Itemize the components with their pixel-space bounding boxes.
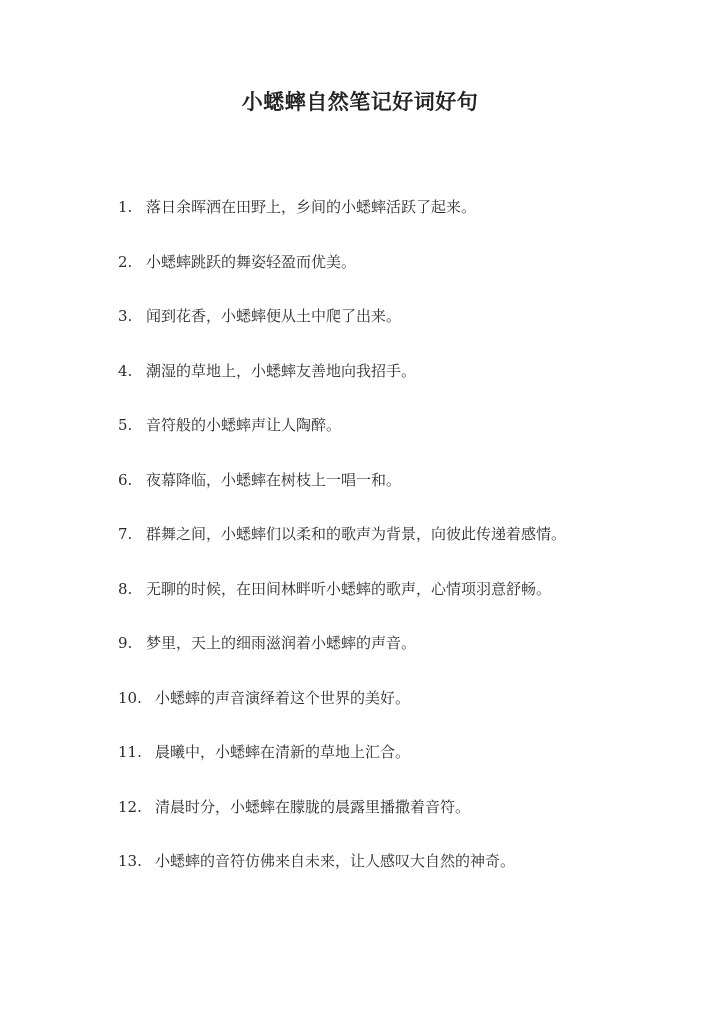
item-number: 5. — [118, 416, 133, 434]
item-number: 13. — [118, 852, 142, 870]
list-item — [118, 850, 566, 905]
item-number: 9. — [118, 634, 133, 652]
item-text: 梦里，天上的细雨滋润着小蟋蟀的声音。 — [146, 634, 417, 652]
item-number: 7. — [118, 525, 133, 543]
list-item — [118, 360, 566, 415]
item-number: 4. — [118, 361, 133, 380]
item-number: 10. — [118, 688, 142, 707]
list-item — [118, 796, 566, 851]
item-number: 11. — [118, 743, 142, 761]
item-text: 潮湿的草地上，小蟋蟀友善地向我招手。 — [146, 361, 417, 380]
list-item — [118, 523, 566, 578]
item-text: 清晨时分，小蟋蟀在朦胧的晨露里播撒着音符。 — [155, 797, 471, 816]
item-text: 小蟋蟀的声音演绎着这个世界的美好。 — [155, 688, 411, 707]
item-number: 2. — [118, 252, 133, 271]
list-item — [118, 578, 566, 633]
item-number: 3. — [118, 307, 133, 325]
item-text: 音符般的小蟋蟀声让人陶醉。 — [146, 416, 342, 434]
list-item — [118, 414, 566, 469]
list-item — [118, 196, 566, 251]
item-number: 1. — [118, 198, 133, 216]
item-number: 8. — [118, 579, 133, 598]
item-text: 无聊的时候，在田间林畔听小蟋蟀的歌声，心情项羽意舒畅。 — [146, 579, 552, 598]
item-text: 小蟋蟀跳跃的舞姿轻盈而优美。 — [146, 252, 357, 271]
list-item — [118, 305, 566, 360]
item-number: 6. — [118, 470, 133, 489]
list-item — [118, 251, 566, 306]
sentence-list — [118, 196, 566, 905]
item-text: 晨曦中，小蟋蟀在清新的草地上汇合。 — [155, 743, 411, 761]
item-text: 小蟋蟀的音符仿佛来自未来，让人感叹大自然的神奇。 — [155, 852, 516, 870]
list-item — [118, 469, 566, 524]
list-item — [118, 741, 566, 796]
item-number: 12. — [118, 797, 142, 816]
item-text: 群舞之间，小蟋蟀们以柔和的歌声为背景，向彼此传递着感情。 — [146, 525, 567, 543]
list-item — [118, 687, 566, 742]
item-text: 夜幕降临，小蟋蟀在树枝上一唱一和。 — [146, 470, 402, 489]
list-item — [118, 632, 566, 687]
page-title: 小蟋蟀自然笔记好词好句 — [241, 89, 479, 114]
item-text: 落日余晖洒在田野上，乡间的小蟋蟀活跃了起来。 — [146, 198, 477, 216]
item-text: 闻到花香，小蟋蟀便从土中爬了出来。 — [146, 307, 402, 325]
